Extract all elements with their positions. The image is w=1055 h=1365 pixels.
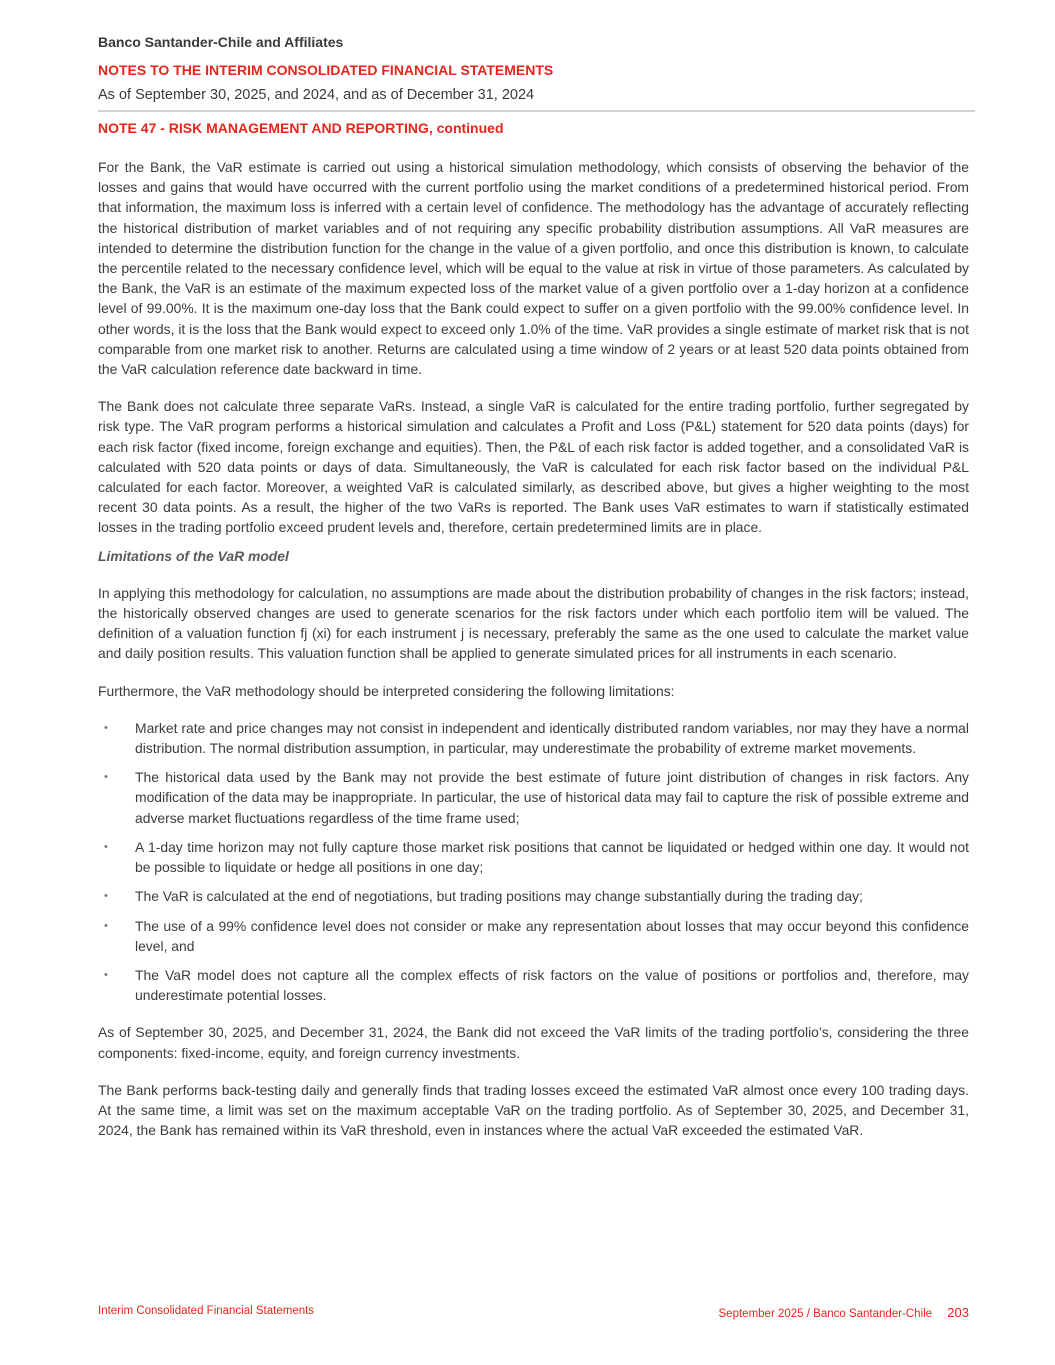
- list-item: • Market rate and price changes may not consist in independent and identically distributed random variables, nor may they have a normal distribution. The normal distribution assumption, in particular, may underestimate the probability of extreme market movements.: [104, 719, 969, 757]
- list-item: • The historical data used by the Bank may not provide the best estimate of future joint distribution of changes in risk factors. Any modification of the data may be inappropriate. In particular, the use of historical data may fail to capture the risk of possible extreme and adverse market fluctuations regardless of the time frame used;: [104, 769, 969, 826]
- footer-separator: /: [806, 1308, 810, 1320]
- paragraph-limitations-intro: Furthermore, the VaR methodology should be interpreted considering the following limitations:: [98, 682, 675, 699]
- note-title: NOTE 47 - RISK MANAGEMENT AND REPORTING, continued: [98, 120, 504, 136]
- paragraph-assumptions: In applying this methodology for calculation, no assumptions are made about the distribution probability of changes in the risk factors; instead, the historically observed changes are used to generate scenarios for the risk factors under which each portfolio item will be valued. The definition of a valuation function fj (xi) for each instrument j is necessary, preferably the same as the one used to calculate the market value and daily position results. This valuation function shall be applied to generate simulated prices for all instruments in each scenario.: [98, 584, 969, 662]
- footer-document-title: Interim Consolidated Financial Statements: [98, 1305, 315, 1317]
- company-name: Banco Santander-Chile and Affiliates: [98, 34, 344, 50]
- bullet-icon: •: [104, 890, 108, 903]
- notes-title: NOTES TO THE INTERIM CONSOLIDATED FINANCIAL STATEMENTS: [98, 62, 554, 78]
- footer-info: [719, 1305, 969, 1320]
- as-of-date: As of September 30, 2025, and 2024, and as of December 31, 2024: [98, 87, 535, 103]
- bullet-icon: •: [104, 840, 108, 853]
- subheading-limitations: Limitations of the VaR model: [98, 547, 289, 564]
- limitations-list: [98, 718, 969, 1005]
- page-number: 203: [947, 1305, 969, 1320]
- list-item: • A 1-day time horizon may not fully capture those market risk positions that cannot be liquidated or hedged within one day. It would not be possible to liquidate or hedge all positions in one day;: [104, 838, 969, 876]
- paragraph-var-methodology: For the Bank, the VaR estimate is carried out using a historical simulation methodology, which consists of observing the behavior of the losses and gains that would have occurred with the current portfolio using the market conditions of a predetermined historical period. From that information, the maximum loss is inferred with a certain level of confidence. The methodology has the advantage of accurately reflecting the historical distribution of market variables and of not requiring any specific probability distribution assumptions. All VaR measures are intended to determine the distribution function for the change in the value of a given portfolio, and once this distribution is known, to calculate the percentile related to the necessary confidence level, which will be equal to the value at risk in virtue of those parameters. As calculated by the Bank, the VaR is an estimate of the maximum expected loss of the market value of a given portfolio over a 1-day horizon at a confidence level of 99.00%. It is the maximum one-day loss that the Bank could expect to suffer on a given portfolio with the 99.00% confidence level. In other words, it is the loss that the Bank would expect to exceed only 1.0% of the time. VaR provides a single estimate of market risk that is not comparable from one market risk to another. Returns are calculated using a time window of 2 years or at least 520 data points obtained from the VaR calculation reference date backward in time.: [98, 159, 969, 378]
- footer-date: September 2025: [718, 1308, 804, 1320]
- list-item: • The VaR is calculated at the end of negotiations, but trading positions may change substantially during the trading day;: [98, 886, 969, 906]
- paragraph-var-limits: As of September 30, 2025, and December 31, 2024, the Bank did not exceed the VaR limits of the trading portfolio’s, considering the three components: fixed-income, equity, and foreign currency investments.: [98, 1024, 969, 1061]
- paragraph-single-var: The Bank does not calculate three separate VaRs. Instead, a single VaR is calculated for the entire trading portfolio, further segregated by risk type. The VaR program performs a historical simulation and calculates a Profit and Loss (P&L) statement for 520 data points (days) for each risk factor (fixed income, foreign exchange and equities). Then, the P&L of each risk factor is added together, and a consolidated VaR is calculated with 520 data points or days of data. Simultaneously, the VaR is calculated for each risk factor based on the individual P&L calculated for each factor. Moreover, a weighted VaR is calculated similarly, as described above, but gives a higher weighting to the most recent 30 data points. As a result, the higher of the two VaRs is reported. The Bank uses VaR estimates to warn if statistically estimated losses in the trading portfolio exceed prudent levels and, therefore, certain predetermined limits are in place.: [98, 398, 969, 536]
- list-item: • The use of a 99% confidence level does not consider or make any representation about losses that may occur beyond this confidence level, and: [104, 917, 969, 954]
- header-divider: [98, 110, 975, 112]
- footer-bank-name: Banco Santander-Chile: [813, 1308, 933, 1320]
- list-item: • The VaR model does not capture all the complex effects of risk factors on the value of positions or portfolios and, therefore, may underestimate potential losses.: [104, 966, 969, 1004]
- document-page: [98, 0, 969, 1365]
- paragraph-back-testing: The Bank performs back-testing daily and generally finds that trading losses exceed the estimated VaR almost once every 100 trading days. At the same time, a limit was set on the maximum acceptable VaR on the trading portfolio. As of September 30, 2025, and December 31, 2024, the Bank has remained within its VaR threshold, even in instances where the actual VaR exceeded the estimated VaR.: [98, 1081, 969, 1139]
- bullet-icon: •: [104, 919, 108, 932]
- bullet-icon: •: [104, 771, 108, 784]
- bullet-icon: •: [104, 721, 108, 734]
- body-text: [98, 157, 969, 1140]
- bullet-icon: •: [104, 968, 108, 981]
